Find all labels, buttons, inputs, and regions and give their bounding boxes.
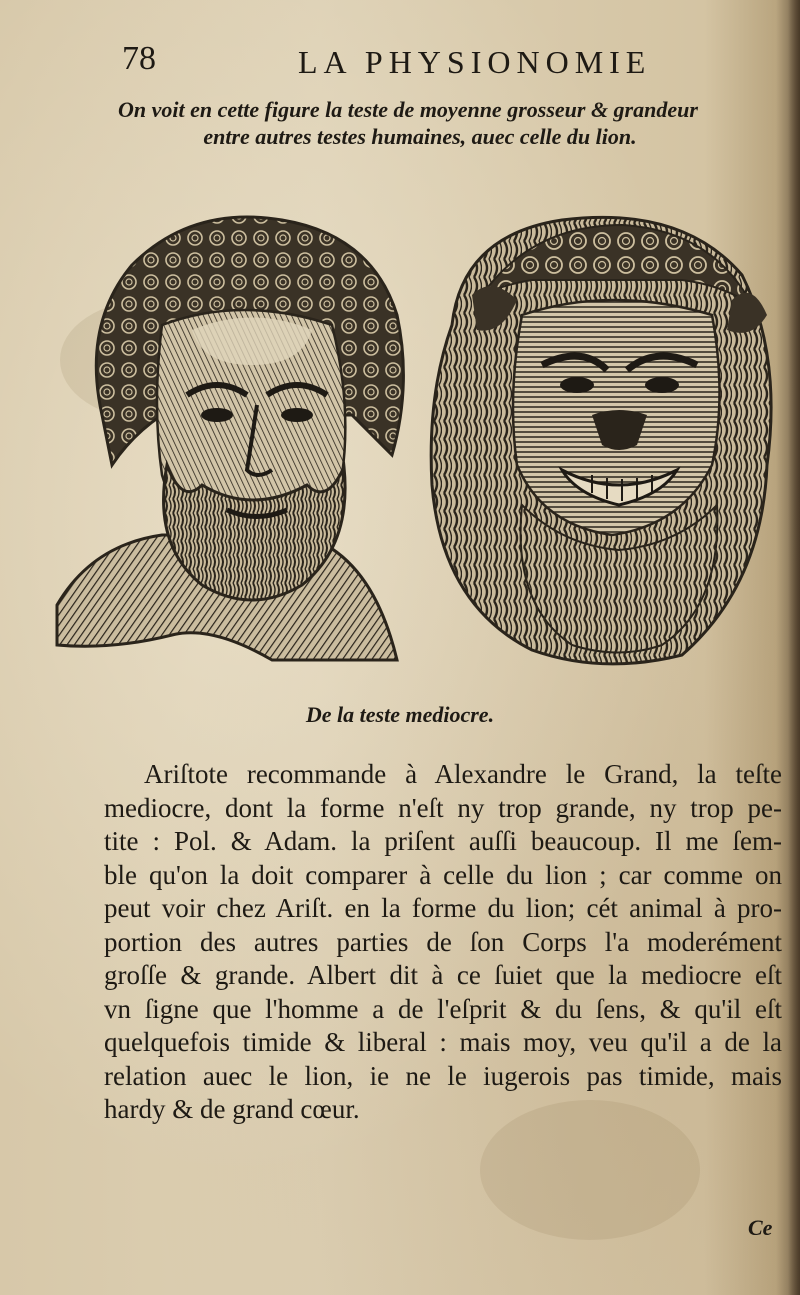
- running-head: [118, 38, 718, 88]
- body-line: portion des autres parties de ſon Corps l'a moderément: [104, 926, 782, 957]
- body-line: mediocre, dont la forme n'eſt ny trop grande, ny trop pe-: [104, 792, 782, 823]
- running-title: LA PHYSIONOMIE: [298, 44, 652, 80]
- body-line: groſſe & grande. Albert dit à ce ſuiet que la mediocre eſt: [104, 960, 782, 990]
- body-line: ble qu'on la doit comparer à celle du lion ; car comme on: [104, 859, 782, 890]
- body-paragraph: [104, 758, 782, 1127]
- caption-line: entre autres testes humaines, auec celle du lion.: [203, 124, 637, 149]
- body-line: vn ſigne que l'homme a de l'eſprit & du ſens, & qu'il eſt: [104, 993, 782, 1024]
- human-head-woodcut: [52, 205, 412, 675]
- page-number: 78: [122, 40, 156, 77]
- figure-caption: [110, 96, 790, 150]
- page-gutter-shadow: [788, 0, 800, 1295]
- catchword: Ce: [748, 1215, 773, 1240]
- body-line: tite : Pol. & Adam. la priſent auſſi beaucoup. Il me ſem-: [104, 826, 782, 856]
- lion-head-woodcut: [422, 205, 782, 675]
- body-line: peut voir chez Ariſt. en la forme du lion; cét animal à pro-: [104, 893, 782, 923]
- section-heading: De la teste mediocre.: [305, 702, 495, 727]
- body-line: hardy & de grand cœur.: [104, 1094, 360, 1124]
- body-line: relation auec le lion, ie ne le iugerois pas timide, mais: [104, 1060, 782, 1091]
- body-line: quelquefois timide & liberal : mais moy, veu qu'il a de la: [104, 1027, 782, 1057]
- caption-line: On voit en cette figure la teste de moyenne grosseur & grandeur: [118, 97, 698, 122]
- body-line: Ariſtote recommande à Alexandre le Grand, la teſte: [144, 759, 782, 789]
